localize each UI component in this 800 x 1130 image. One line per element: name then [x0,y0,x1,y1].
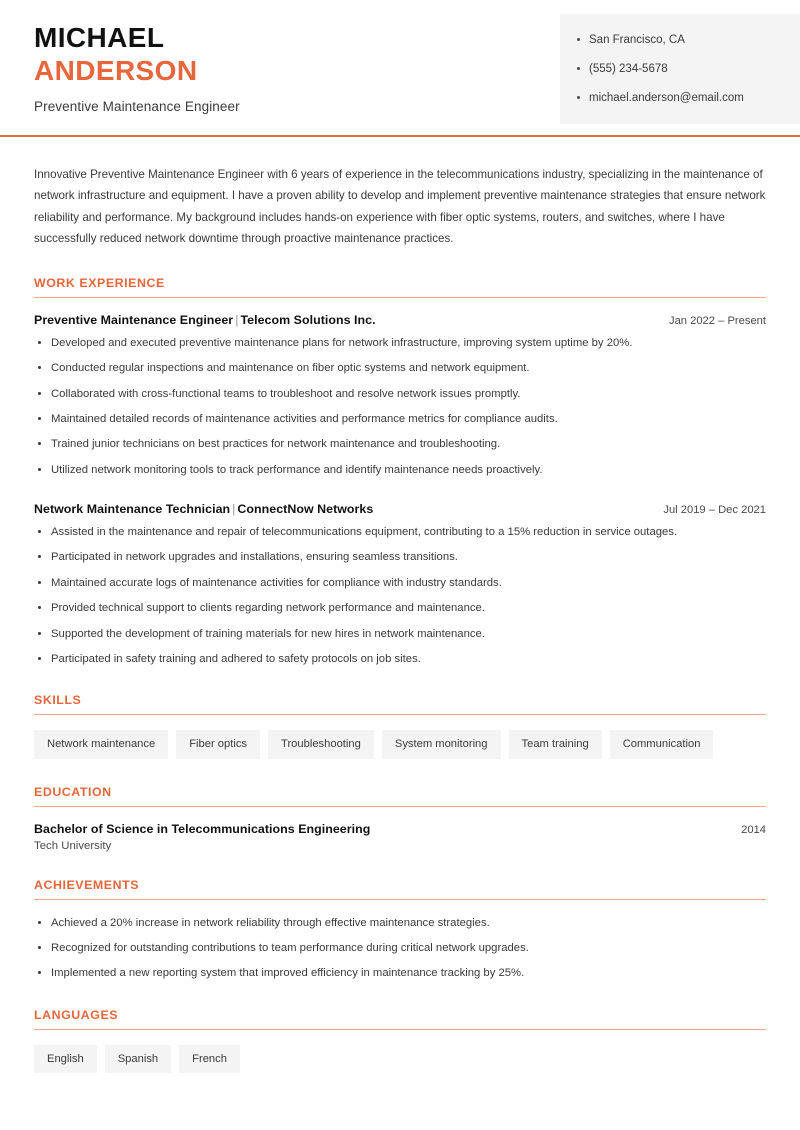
resume-header [0,0,800,136]
bullet-item: Participated in safety training and adhered to safety protocols on job sites. [34,651,766,667]
language-tag: French [179,1045,240,1073]
section-divider [34,297,766,298]
experience-bullets [34,524,766,667]
section-languages [34,1008,766,1073]
experience-title-line [34,313,376,327]
header-identity [0,0,240,114]
language-tag: English [34,1045,97,1073]
experience-role: Network Maintenance Technician [34,502,231,516]
section-divider [34,714,766,715]
section-achievements [34,878,766,982]
education-year: 2014 [741,823,766,836]
experience-entry [34,502,766,667]
education-degree: Bachelor of Science in Telecommunications Engineering [34,821,371,836]
bullet-item: Assisted in the maintenance and repair of telecommunications equipment, contributing to a 15% reduction in service outages. [34,524,766,540]
last-name: ANDERSON [34,54,198,86]
bullet-item: Achieved a 20% increase in network reliability through effective maintenance strategies. [34,915,766,931]
contact-item-location: San Francisco, CA [574,32,790,48]
section-title-education: EDUCATION [34,784,112,799]
section-education [34,785,766,852]
section-title-achievements: ACHIEVEMENTS [34,877,140,892]
section-divider [34,806,766,807]
experience-date: Jul 2019 – Dec 2021 [663,504,766,516]
professional-summary: Innovative Preventive Maintenance Engineer with 6 years of experience in the telecommunications industry, specializing in the maintenance of network infrastructure and equipment. I have a proven ability to develop and implement preventive maintenance strategies that ensure network reliability and performance. My background includes hands-on experience with fiber optic systems, routers, and switches, where I have successfully reduced network downtime through proactive maintenance practices. [34,168,766,246]
bullet-item: Implemented a new reporting system that improved efficiency in maintenance tracking by 25%. [34,965,766,981]
education-entry-header [34,822,766,836]
experience-entry [34,313,766,478]
skill-tag: Team training [509,730,602,758]
section-title-languages: LANGUAGES [34,1007,119,1022]
section-skills [34,693,766,758]
contact-item-phone: (555) 234-5678 [574,61,790,77]
section-title-work-experience: WORK EXPERIENCE [34,275,165,290]
language-tag: Spanish [105,1045,171,1073]
bullet-item: Maintained accurate logs of maintenance activities for compliance with industry standards. [34,575,766,591]
skill-tag: Troubleshooting [268,730,374,758]
section-divider [34,1029,766,1030]
header-divider [0,135,800,137]
bullet-item: Utilized network monitoring tools to track performance and identify maintenance needs proactively. [34,462,766,478]
experience-company: Telecom Solutions Inc. [240,312,376,327]
job-title: Preventive Maintenance Engineer [34,98,240,114]
bullet-item: Supported the development of training materials for new hires in network maintenance. [34,626,766,642]
title-separator: | [235,312,239,327]
bullet-item: Maintained detailed records of maintenance activities and performance metrics for compliance audits. [34,411,766,427]
achievements-bullets [34,915,766,982]
skill-tag: Communication [610,730,714,758]
experience-entry-header [34,313,766,327]
resume-body [0,136,800,1073]
contact-item-email: michael.anderson@email.com [574,90,790,106]
bullet-item: Trained junior technicians on best practices for network maintenance and troubleshooting. [34,436,766,452]
bullet-item: Provided technical support to clients regarding network performance and maintenance. [34,600,766,616]
skills-tag-list [34,730,766,758]
experience-role: Preventive Maintenance Engineer [34,312,234,327]
experience-title-line [34,502,373,516]
section-work-experience [34,276,766,668]
skill-tag: Network maintenance [34,730,168,758]
experience-entry-header [34,502,766,516]
bullet-item: Collaborated with cross-functional teams to troubleshoot and resolve network issues promptly. [34,386,766,402]
skill-tag: System monitoring [382,730,501,758]
section-title-skills: SKILLS [34,693,82,708]
bullet-item: Participated in network upgrades and installations, ensuring seamless transitions. [34,549,766,565]
bullet-item: Developed and executed preventive maintenance plans for network infrastructure, improving system uptime by 20%. [34,335,766,351]
title-separator: | [232,502,236,516]
education-school: Tech University [34,839,112,852]
skill-tag: Fiber optics [176,730,260,758]
section-divider [34,899,766,900]
experience-company: ConnectNow Networks [237,502,374,516]
experience-bullets [34,335,766,478]
bullet-item: Conducted regular inspections and maintenance on fiber optic systems and network equipment. [34,360,766,376]
first-name: MICHAEL [34,22,165,53]
experience-date: Jan 2022 – Present [668,314,766,327]
contact-list [574,32,790,106]
contact-box [560,14,800,124]
bullet-item: Recognized for outstanding contributions to team performance during critical network upgrades. [34,940,766,956]
languages-tag-list [34,1045,766,1073]
education-entry [34,822,766,852]
